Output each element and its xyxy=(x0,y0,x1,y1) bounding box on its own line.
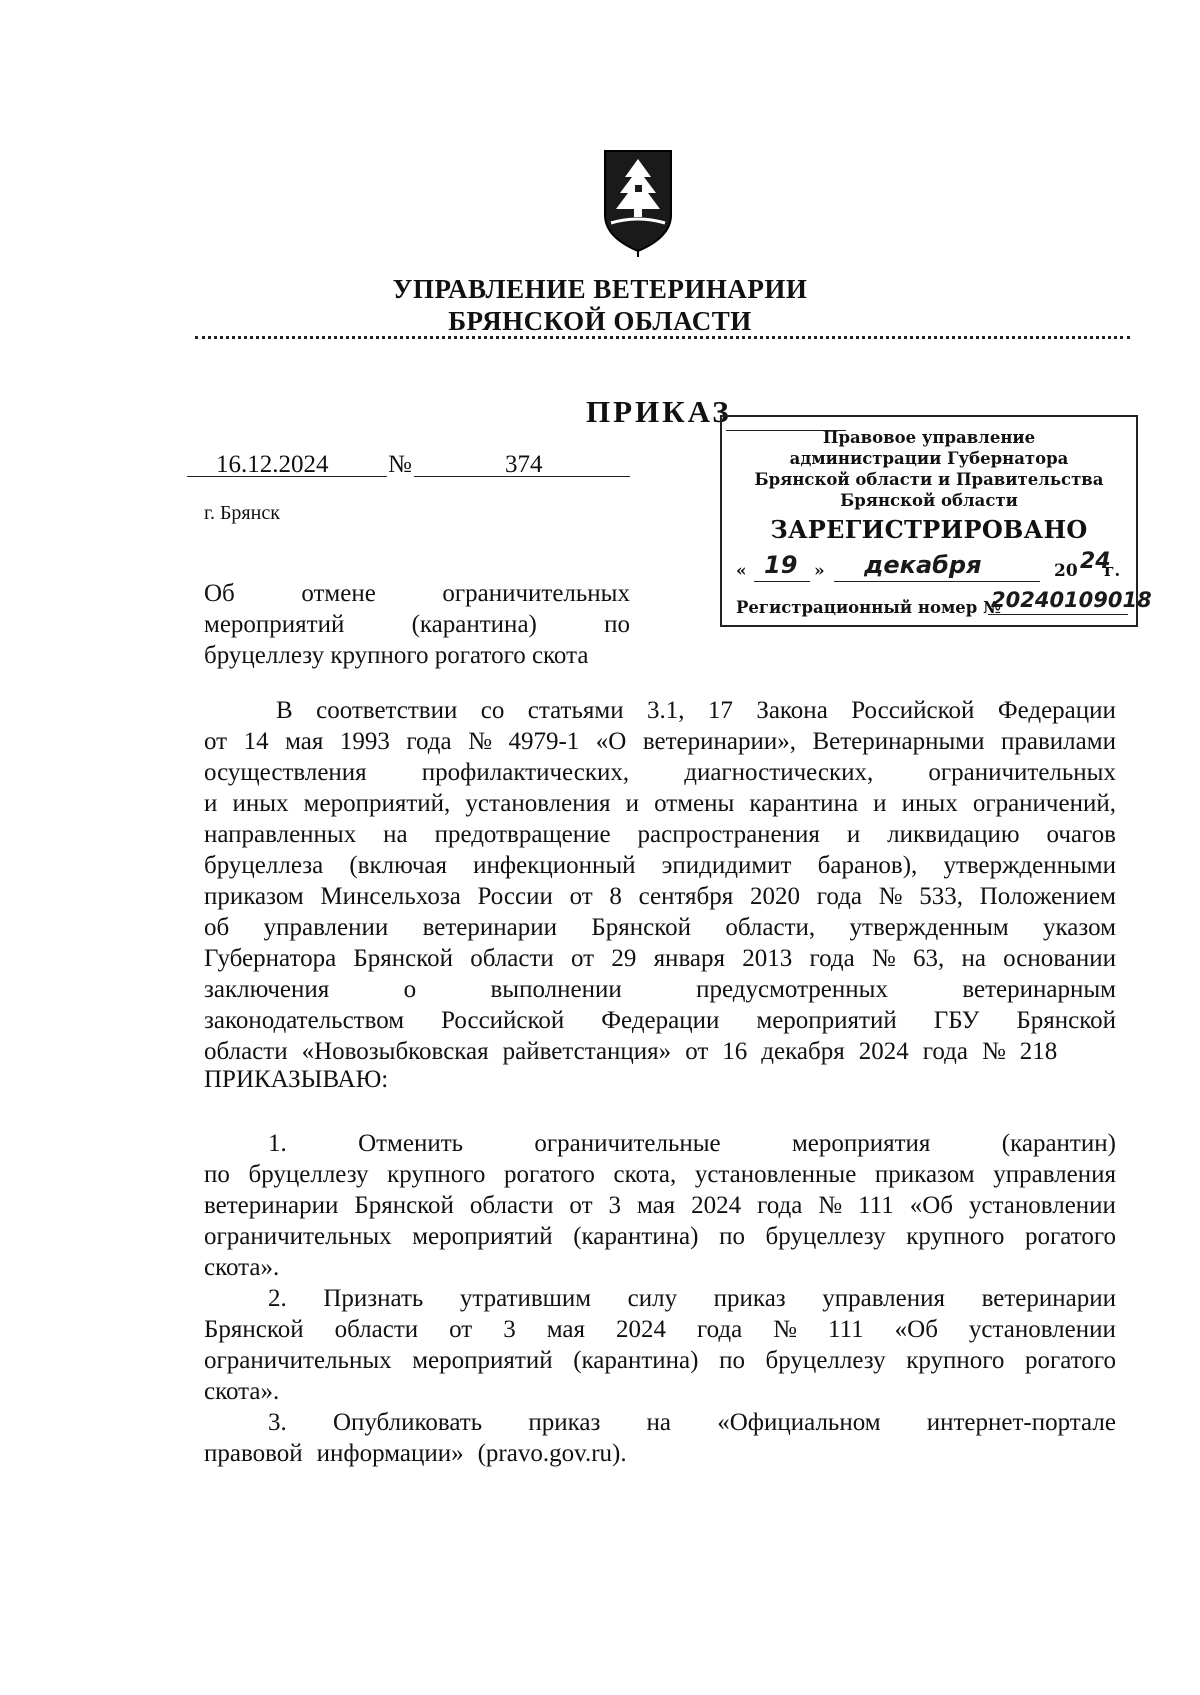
word: 2024 xyxy=(691,1192,742,1219)
word: ограничительные xyxy=(534,1130,721,1157)
word: от xyxy=(204,728,228,755)
word: года xyxy=(757,1192,803,1219)
stamp-date-row xyxy=(736,551,1128,585)
word: Российской xyxy=(851,697,975,724)
word: профилактических, xyxy=(421,759,630,786)
word: ветеринарным xyxy=(962,976,1116,1003)
word: баранов), xyxy=(817,852,918,879)
text-line xyxy=(204,912,1116,943)
word: основании xyxy=(1003,945,1116,972)
subject-word: отмене xyxy=(301,580,376,607)
word: управления xyxy=(822,1285,946,1312)
order-subject xyxy=(204,578,630,671)
word: рогатого xyxy=(503,1161,595,1188)
word: В xyxy=(276,697,293,724)
word: 1993 xyxy=(339,728,390,755)
word: на xyxy=(383,821,408,848)
stamp-year-prefix: 20 xyxy=(1054,561,1078,581)
word: от xyxy=(569,1192,593,1219)
word: (карантина) xyxy=(573,1347,699,1374)
word: № xyxy=(818,1192,843,1219)
word: и xyxy=(846,821,861,848)
word: 2024 xyxy=(615,1316,666,1343)
word: законодательством xyxy=(204,1007,405,1034)
word: № xyxy=(468,728,492,755)
word: 2024 xyxy=(858,1038,909,1065)
word: мероприятий xyxy=(412,1347,553,1374)
word: Российской xyxy=(441,1007,565,1034)
word: и xyxy=(873,790,887,817)
text-line xyxy=(204,757,1116,788)
subject-line xyxy=(204,578,630,609)
word: от xyxy=(449,1316,473,1343)
word: Опубликовать xyxy=(332,1409,483,1436)
word: скота». xyxy=(204,1254,280,1281)
word: от xyxy=(685,1038,709,1065)
org-title-line1: УПРАВЛЕНИЕ ВЕТЕРИНАРИИ xyxy=(392,274,808,304)
registration-stamp xyxy=(720,415,1152,627)
word: 3 xyxy=(608,1192,621,1219)
header-divider xyxy=(195,336,1130,339)
word: (карантина) xyxy=(573,1223,699,1250)
number-sign: № xyxy=(388,451,412,478)
word: 29 xyxy=(611,945,637,972)
word: по xyxy=(204,1161,230,1188)
stamp-reg-label: Регистрационный номер № xyxy=(736,598,1001,617)
word: иных xyxy=(901,790,958,817)
word: силу xyxy=(627,1285,678,1312)
word: бруцеллезу xyxy=(765,1347,886,1374)
word: области xyxy=(204,1038,288,1065)
word: ГБУ xyxy=(933,1007,980,1034)
word: утвержденным xyxy=(849,914,1009,941)
order-word: ПРИКАЗЫВАЮ: xyxy=(204,1066,389,1093)
word: райветстанция» xyxy=(502,1038,672,1065)
word: приказом xyxy=(874,1161,975,1188)
word: бруцеллезу xyxy=(248,1161,369,1188)
order-date: 16.12.2024 xyxy=(216,451,329,478)
text-line xyxy=(204,1376,1116,1407)
text-line xyxy=(204,974,1116,1005)
stamp-line: администрации Губернатора xyxy=(789,449,1069,468)
word: приказ xyxy=(713,1285,786,1312)
word: скота, xyxy=(613,1161,677,1188)
order-item-1 xyxy=(204,1128,1116,1283)
text-line xyxy=(204,1036,1116,1067)
word: и xyxy=(625,790,639,817)
word: заключения xyxy=(204,976,330,1003)
word: «Официальном xyxy=(717,1409,881,1436)
word: предусмотренных xyxy=(696,976,888,1003)
word: № xyxy=(871,945,896,972)
word: 2013 xyxy=(742,945,793,972)
word: Отменить xyxy=(358,1130,464,1157)
word: года xyxy=(816,883,862,910)
word: года xyxy=(406,728,452,755)
word: Брянской xyxy=(591,914,691,941)
stamp-quote-open: « xyxy=(736,561,747,581)
text-line xyxy=(204,819,1116,850)
order-item-2 xyxy=(204,1283,1116,1407)
text-line xyxy=(204,1283,1116,1314)
subject-line xyxy=(204,609,630,640)
word: интернет-портале xyxy=(926,1409,1116,1436)
word: 3. xyxy=(268,1409,287,1436)
word: мероприятия xyxy=(791,1130,931,1157)
date-underline xyxy=(187,476,387,477)
word: со xyxy=(480,697,505,724)
word: утвержденными xyxy=(943,852,1116,879)
word: установлении xyxy=(968,1316,1116,1343)
text-line xyxy=(204,1221,1116,1252)
text-line xyxy=(204,695,1116,726)
word: крупного xyxy=(387,1161,486,1188)
city: г. Брянск xyxy=(204,502,280,524)
word: 14 xyxy=(243,728,269,755)
word: «Об xyxy=(894,1316,938,1343)
word: 111 xyxy=(828,1316,864,1343)
word: крупного xyxy=(906,1347,1005,1374)
word: 533, xyxy=(919,883,963,910)
word: 4979-1 xyxy=(508,728,580,755)
stamp-reg-number-handwritten: 20240109018 xyxy=(991,588,1152,612)
text-line xyxy=(204,1438,1116,1469)
word: 17 xyxy=(707,697,733,724)
word: «Новозыбковская xyxy=(301,1038,489,1065)
word: ветеринарии xyxy=(981,1285,1116,1312)
word: диагностических, xyxy=(684,759,874,786)
word: об xyxy=(204,914,230,941)
text-line xyxy=(204,1128,1116,1159)
word: 2. xyxy=(268,1285,287,1312)
word: рогатого xyxy=(1025,1347,1116,1374)
word: Брянской xyxy=(1016,1007,1116,1034)
org-title-line2: БРЯНСКОЙ ОБЛАСТИ xyxy=(448,306,752,336)
word: мероприятий xyxy=(412,1223,553,1250)
word: установления xyxy=(465,790,611,817)
stamp-month-handwritten: декабря xyxy=(864,551,982,579)
subject-line: бруцеллезу крупного рогатого скота xyxy=(204,642,589,669)
word: отмены xyxy=(654,790,735,817)
word: области xyxy=(334,1316,419,1343)
word: и xyxy=(204,790,218,817)
word: карантина xyxy=(749,790,859,817)
text-line xyxy=(204,1252,1116,1283)
text-line xyxy=(204,1159,1116,1190)
word: 8 xyxy=(609,883,622,910)
word: иных xyxy=(232,790,289,817)
number-underline xyxy=(414,476,630,477)
word: приказ xyxy=(528,1409,601,1436)
word: мая xyxy=(285,728,324,755)
stamp-line: Брянской области и Правительства xyxy=(754,470,1104,489)
word: Ветеринарными xyxy=(812,728,985,755)
text-line xyxy=(204,943,1116,974)
word: установленные xyxy=(694,1161,857,1188)
word: на xyxy=(961,945,986,972)
text-line xyxy=(204,1005,1116,1036)
text-line xyxy=(204,1407,1116,1438)
word: скота». xyxy=(204,1378,280,1405)
word: мероприятий, xyxy=(303,790,451,817)
stamp-month-underline xyxy=(834,581,1040,582)
word: (включая xyxy=(349,852,447,879)
word: рогатого xyxy=(1025,1223,1116,1250)
word: № xyxy=(878,883,903,910)
stamp-reg-underline xyxy=(988,614,1128,615)
stamp-day-underline xyxy=(754,581,810,582)
word: бруцеллеза xyxy=(204,852,324,879)
word: о xyxy=(403,976,417,1003)
word: управления xyxy=(993,1161,1116,1188)
text-line xyxy=(204,726,1116,757)
subject-word: мероприятий xyxy=(204,611,345,638)
word: 3 xyxy=(503,1316,516,1343)
stamp-year-suffix: г. xyxy=(1104,561,1121,581)
stamp-year-handwritten: 24 xyxy=(1080,549,1111,574)
word: ликвидацию xyxy=(887,821,1020,848)
word: Губернатора xyxy=(204,945,337,972)
word: 111 xyxy=(858,1192,894,1219)
word: 16 xyxy=(722,1038,748,1065)
text-line xyxy=(204,1190,1116,1221)
subject-word: (карантина) xyxy=(411,611,537,638)
word: приказом xyxy=(204,883,304,910)
word: Минсельхоза xyxy=(320,883,461,910)
word: 63, xyxy=(912,945,945,972)
word: очагов xyxy=(1046,821,1116,848)
word: от xyxy=(571,945,595,972)
word: правилами xyxy=(1001,728,1116,755)
word: января xyxy=(653,945,726,972)
word: (карантин) xyxy=(1001,1130,1116,1157)
word: года xyxy=(922,1038,968,1065)
word: ветеринарии xyxy=(422,914,558,941)
word: сентября xyxy=(638,883,734,910)
word: Положением xyxy=(979,883,1116,910)
word: области xyxy=(469,1192,554,1219)
text-line xyxy=(204,1345,1116,1376)
word: выполнении xyxy=(490,976,622,1003)
word: правовой xyxy=(204,1440,303,1467)
word: крупного xyxy=(906,1223,1005,1250)
word: распространения xyxy=(637,821,820,848)
word: России xyxy=(477,883,553,910)
word: года xyxy=(809,945,855,972)
word: ветеринарии», xyxy=(642,728,796,755)
text-line xyxy=(204,881,1116,912)
word: соответствии xyxy=(316,697,458,724)
word: «О xyxy=(595,728,627,755)
word: осуществления xyxy=(204,759,367,786)
word: Брянской xyxy=(353,945,453,972)
word: направленных xyxy=(204,821,357,848)
word: ветеринарии xyxy=(204,1192,339,1219)
word: 2020 xyxy=(749,883,800,910)
document-type-title: ПРИКАЗ xyxy=(586,394,732,429)
stamp-line: Правовое управление xyxy=(822,428,1036,447)
word: статьями xyxy=(527,697,624,724)
word: Признать xyxy=(323,1285,424,1312)
word: ограничительных xyxy=(928,759,1116,786)
stamp-day-handwritten: 19 xyxy=(764,551,798,579)
word: № xyxy=(981,1038,1006,1065)
stamp-line: Брянской области xyxy=(840,491,1018,510)
text-line xyxy=(204,1314,1116,1345)
word: Федерации xyxy=(601,1007,720,1034)
word: 3.1, xyxy=(647,697,685,724)
word: по xyxy=(719,1223,745,1250)
subject-word: по xyxy=(604,611,630,638)
word: 1. xyxy=(268,1130,287,1157)
word: установлении xyxy=(968,1192,1116,1219)
word: «Об xyxy=(909,1192,953,1219)
word: эпидидимит xyxy=(661,852,792,879)
word: информации» xyxy=(316,1440,464,1467)
word: на xyxy=(646,1409,672,1436)
word: бруцеллезу xyxy=(765,1223,886,1250)
word: области, xyxy=(725,914,816,941)
word: мероприятий xyxy=(756,1007,897,1034)
text-line xyxy=(204,788,1116,819)
subject-word: Об xyxy=(204,580,235,607)
word: Брянской xyxy=(204,1316,304,1343)
word: от xyxy=(569,883,593,910)
word: года xyxy=(696,1316,743,1343)
word: Брянской xyxy=(354,1192,454,1219)
word: предотвращение xyxy=(434,821,611,848)
subject-word: ограничительных xyxy=(442,580,630,607)
word: области xyxy=(470,945,554,972)
word: мая xyxy=(546,1316,585,1343)
word: мая xyxy=(636,1192,676,1219)
order-number: 374 xyxy=(505,451,543,478)
word: (pravo.gov.ru). xyxy=(477,1440,627,1467)
word: утратившим xyxy=(459,1285,592,1312)
coat-of-arms-icon xyxy=(597,145,679,257)
word: декабря xyxy=(761,1038,845,1065)
stamp-status: ЗАРЕГИСТРИРОВАНО xyxy=(770,515,1088,544)
text-line xyxy=(204,850,1116,881)
word: Федерации xyxy=(997,697,1116,724)
preamble-paragraph xyxy=(204,695,1116,1067)
word: инфекционный xyxy=(473,852,636,879)
word: Закона xyxy=(756,697,828,724)
word: ограничений, xyxy=(972,790,1116,817)
word: ограничительных xyxy=(204,1347,392,1374)
stamp-quote-close: » xyxy=(814,561,825,581)
word: по xyxy=(719,1347,745,1374)
word: управлении xyxy=(263,914,389,941)
word: ограничительных xyxy=(204,1223,392,1250)
word: 218 xyxy=(1019,1038,1058,1065)
word: № xyxy=(773,1316,798,1343)
word: указом xyxy=(1043,914,1116,941)
order-item-3 xyxy=(204,1407,1116,1469)
